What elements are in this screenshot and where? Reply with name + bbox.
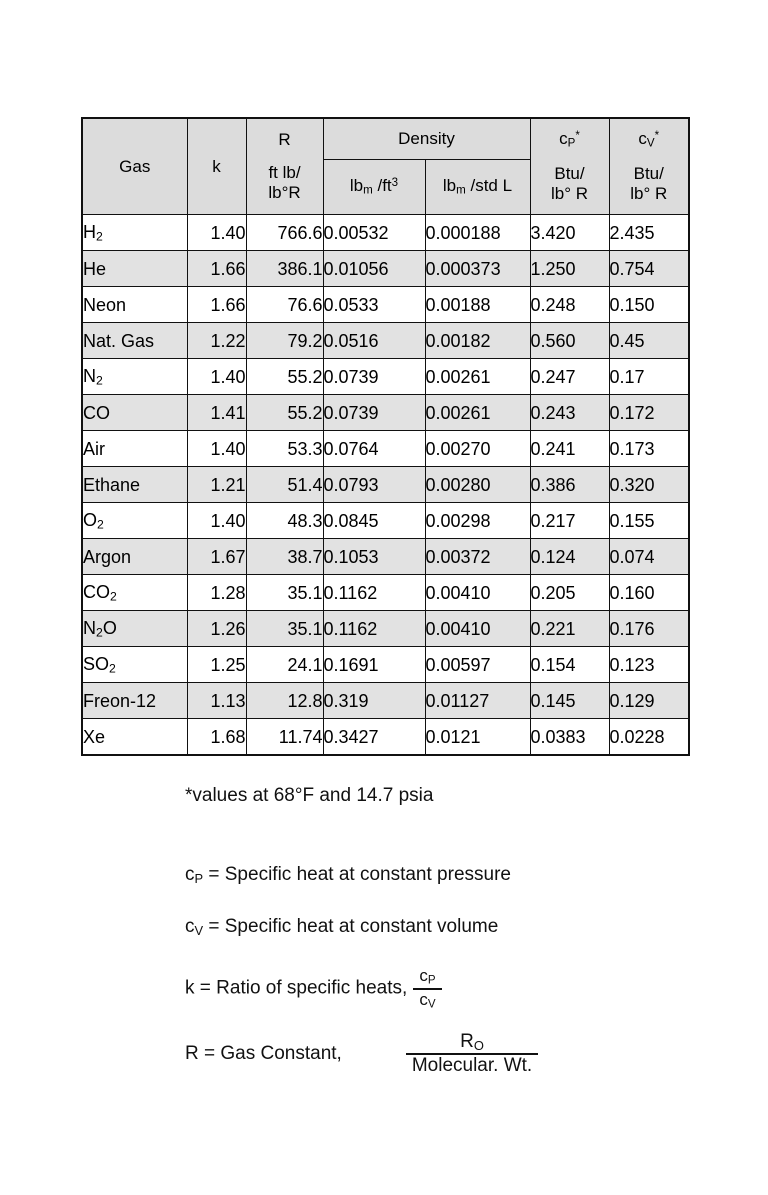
cell-cv: 0.0228 <box>609 719 689 756</box>
cell-density-stdL: 0.000188 <box>425 215 530 251</box>
cell-density-ft3: 0.0533 <box>323 287 425 323</box>
cell-R: 76.6 <box>246 287 323 323</box>
header-row-top <box>82 118 689 160</box>
column-header-cp <box>530 118 609 215</box>
cell-R: 55.2 <box>246 395 323 431</box>
cell-k: 1.28 <box>187 575 246 611</box>
column-header-cp-unit-line1: Btu/ <box>554 164 585 184</box>
table-row <box>82 719 689 756</box>
fraction-k-numerator: $c_P$ <box>419 966 436 987</box>
footnote-star: *values at 68°F and 14.7 psia <box>185 785 434 806</box>
cell-k: 1.21 <box>187 467 246 503</box>
cell-density-ft3: 0.0845 <box>323 503 425 539</box>
cell-density-ft3: 0.1691 <box>323 647 425 683</box>
cell-k: 1.25 <box>187 647 246 683</box>
cell-cp: 0.205 <box>530 575 609 611</box>
cell-density-stdL: 0.00597 <box>425 647 530 683</box>
cell-R: 53.3 <box>246 431 323 467</box>
cell-gas-name: Air <box>82 431 187 467</box>
cell-cv: 0.173 <box>609 431 689 467</box>
cell-density-ft3: 0.0793 <box>323 467 425 503</box>
cell-density-stdL: 0.00188 <box>425 287 530 323</box>
table-row <box>82 539 689 575</box>
cell-density-stdL: 0.00261 <box>425 395 530 431</box>
cell-R: 766.6 <box>246 215 323 251</box>
column-header-k: k <box>187 118 246 215</box>
column-header-cv-unit-line2: lb° R <box>630 183 668 203</box>
cell-cp: 0.241 <box>530 431 609 467</box>
table-row <box>82 431 689 467</box>
cell-cp: 0.145 <box>530 683 609 719</box>
cell-k: 1.40 <box>187 431 246 467</box>
cell-cv: 0.45 <box>609 323 689 359</box>
cell-cv: 0.754 <box>609 251 689 287</box>
cell-density-ft3: 0.1162 <box>323 575 425 611</box>
footnote-cv-text: = Specific heat at constant volume <box>203 916 499 937</box>
cell-density-ft3: 0.1162 <box>323 611 425 647</box>
cell-R: 12.8 <box>246 683 323 719</box>
cell-cv: 0.320 <box>609 467 689 503</box>
cell-density-ft3: 0.1053 <box>323 539 425 575</box>
table-row <box>82 503 689 539</box>
cell-R: 51.4 <box>246 467 323 503</box>
footnote-cp-definition <box>185 865 511 886</box>
cell-density-ft3: 0.0516 <box>323 323 425 359</box>
cell-k: 1.41 <box>187 395 246 431</box>
cell-k: 1.66 <box>187 251 246 287</box>
cell-cp: 0.124 <box>530 539 609 575</box>
cell-cv: 0.160 <box>609 575 689 611</box>
cell-cp: 0.560 <box>530 323 609 359</box>
table-row <box>82 647 689 683</box>
cell-cv: 2.435 <box>609 215 689 251</box>
cell-k: 1.66 <box>187 287 246 323</box>
cell-k: 1.40 <box>187 503 246 539</box>
fraction-k-denominator: $c_V$ <box>413 988 441 1011</box>
cell-gas-name: Freon-12 <box>82 683 187 719</box>
table-body <box>82 215 689 756</box>
cell-R: 79.2 <box>246 323 323 359</box>
cell-cp: 1.250 <box>530 251 609 287</box>
column-header-density-per-ft3: $lb_m$ $/ft^3$ <box>323 160 425 215</box>
cell-R: 38.7 <box>246 539 323 575</box>
footnote-cv-symbol: $c_V$ <box>185 916 204 938</box>
table-row <box>82 251 689 287</box>
column-header-cv-symbol: $c_V^*$ <box>638 129 660 150</box>
cell-k: 1.67 <box>187 539 246 575</box>
table-row <box>82 215 689 251</box>
cell-k: 1.40 <box>187 215 246 251</box>
cell-density-ft3: 0.0764 <box>323 431 425 467</box>
cell-density-ft3: 0.3427 <box>323 719 425 756</box>
cell-cv: 0.074 <box>609 539 689 575</box>
cell-density-stdL: 0.00410 <box>425 611 530 647</box>
cell-R: 35.1 <box>246 575 323 611</box>
gas-properties-table <box>81 117 690 756</box>
column-header-gas: Gas <box>82 118 187 215</box>
cell-k: 1.22 <box>187 323 246 359</box>
cell-gas-name: Ethane <box>82 467 187 503</box>
fraction-R-denominator: Molecular. Wt. <box>406 1053 538 1076</box>
cell-density-ft3: 0.01056 <box>323 251 425 287</box>
cell-gas-name: Neon <box>82 287 187 323</box>
cell-gas-name: CO <box>82 395 187 431</box>
cell-density-ft3: 0.0739 <box>323 359 425 395</box>
cell-density-stdL: 0.00280 <box>425 467 530 503</box>
cell-cp: 0.0383 <box>530 719 609 756</box>
cell-R: 11.74 <box>246 719 323 756</box>
column-header-cp-symbol: $c_P^*$ <box>559 129 580 150</box>
table-row <box>82 323 689 359</box>
cell-gas-name: $O_2$ <box>82 503 187 539</box>
cell-cp: 0.247 <box>530 359 609 395</box>
cell-cp: 0.243 <box>530 395 609 431</box>
table-row <box>82 575 689 611</box>
cell-density-ft3: 0.319 <box>323 683 425 719</box>
table-row <box>82 359 689 395</box>
footnote-R-definition <box>185 1032 538 1076</box>
cell-density-stdL: 0.00270 <box>425 431 530 467</box>
footnote-cp-symbol: $c_P$ <box>185 864 204 886</box>
cell-density-ft3: 0.00532 <box>323 215 425 251</box>
cell-gas-name: $N_2O$ <box>82 611 187 647</box>
cell-cv: 0.155 <box>609 503 689 539</box>
footnote-R-text: R = Gas Constant, <box>185 1043 342 1065</box>
cell-cp: 0.386 <box>530 467 609 503</box>
cell-density-stdL: 0.01127 <box>425 683 530 719</box>
fraction-R <box>406 1032 538 1076</box>
column-header-R <box>246 118 323 215</box>
table-row <box>82 611 689 647</box>
fraction-k <box>413 967 441 1010</box>
table-row <box>82 683 689 719</box>
cell-k: 1.26 <box>187 611 246 647</box>
cell-gas-name: $CO_2$ <box>82 575 187 611</box>
cell-k: 1.68 <box>187 719 246 756</box>
column-header-R-symbol: R <box>278 130 291 150</box>
column-header-density: Density <box>323 118 530 160</box>
column-header-cv <box>609 118 689 215</box>
cell-density-stdL: 0.000373 <box>425 251 530 287</box>
cell-cp: 0.248 <box>530 287 609 323</box>
cell-gas-name: $SO_2$ <box>82 647 187 683</box>
cell-R: 35.1 <box>246 611 323 647</box>
cell-gas-name: Xe <box>82 719 187 756</box>
column-header-R-unit-line1: ft lb/ <box>268 163 301 183</box>
column-header-R-unit-line2: lb°R <box>268 182 301 202</box>
cell-cv: 0.172 <box>609 395 689 431</box>
cell-density-stdL: 0.00372 <box>425 539 530 575</box>
cell-cp: 0.154 <box>530 647 609 683</box>
cell-gas-name: $H_2$ <box>82 215 187 251</box>
cell-density-stdL: 0.00298 <box>425 503 530 539</box>
cell-density-ft3: 0.0739 <box>323 395 425 431</box>
cell-cv: 0.176 <box>609 611 689 647</box>
table-row <box>82 467 689 503</box>
cell-R: 386.1 <box>246 251 323 287</box>
cell-k: 1.13 <box>187 683 246 719</box>
cell-k: 1.40 <box>187 359 246 395</box>
column-header-cp-unit-line2: lb° R <box>550 183 589 203</box>
footnote-k-text: k = Ratio of specific heats, <box>185 977 408 999</box>
footnote-k-definition <box>185 967 442 1010</box>
cell-cp: 3.420 <box>530 215 609 251</box>
cell-cv: 0.129 <box>609 683 689 719</box>
cell-density-stdL: 0.0121 <box>425 719 530 756</box>
fraction-R-numerator: $R_O$ <box>460 1031 484 1053</box>
cell-density-stdL: 0.00410 <box>425 575 530 611</box>
cell-density-stdL: 0.00182 <box>425 323 530 359</box>
footnote-cp-text: = Specific heat at constant pressure <box>203 864 511 885</box>
table-header <box>82 118 689 215</box>
cell-cv: 0.150 <box>609 287 689 323</box>
cell-gas-name: $N_2$ <box>82 359 187 395</box>
cell-cp: 0.221 <box>530 611 609 647</box>
table-row <box>82 287 689 323</box>
column-header-cv-unit-line1: Btu/ <box>633 164 664 184</box>
cell-cv: 0.17 <box>609 359 689 395</box>
cell-gas-name: Argon <box>82 539 187 575</box>
footnote-cv-definition <box>185 917 498 938</box>
table-row <box>82 395 689 431</box>
cell-gas-name: Nat. Gas <box>82 323 187 359</box>
cell-R: 48.3 <box>246 503 323 539</box>
column-header-density-per-stdL: $lb_m$ /std L <box>425 160 530 215</box>
cell-R: 55.2 <box>246 359 323 395</box>
cell-cv: 0.123 <box>609 647 689 683</box>
cell-gas-name: He <box>82 251 187 287</box>
cell-density-stdL: 0.00261 <box>425 359 530 395</box>
cell-R: 24.1 <box>246 647 323 683</box>
cell-cp: 0.217 <box>530 503 609 539</box>
